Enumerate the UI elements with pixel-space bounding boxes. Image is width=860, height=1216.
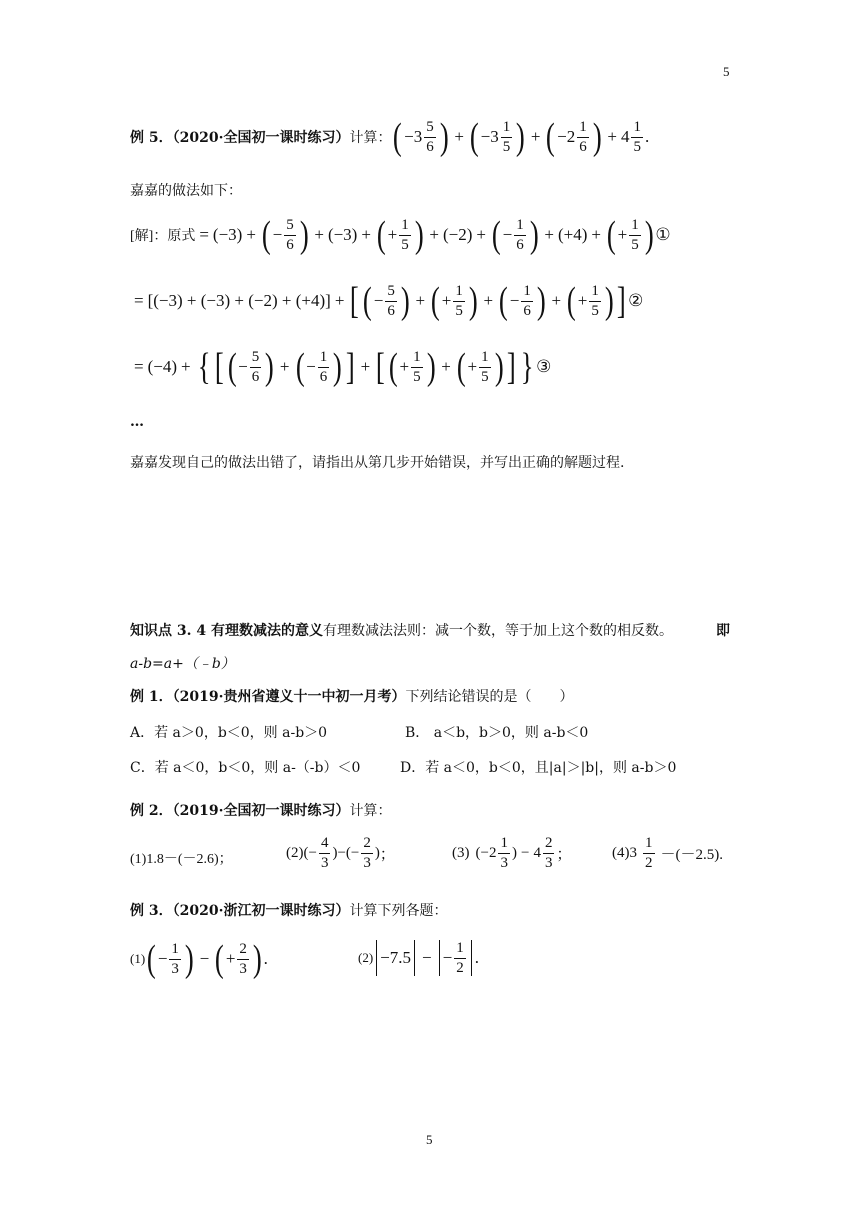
- step-mark-1: ①: [655, 225, 671, 244]
- jiajia-question: 嘉嘉发现自己的做法出错了，请指出从第几步开始错误，并写出正确的解题过程.: [130, 455, 625, 471]
- solution-line-1: [解]：原式 = (−3) + ( − $\frac{5}{6}$ ) + (−3) + ( + $\frac{1}{5}$ ) + (−2) + ( − $\frac{1}{6}$ ) + (+4) + ( + $\frac{1}{5}$ ) ①: [130, 216, 671, 254]
- example-5-label: 例 5．（2020·全国初一课时练习）: [130, 130, 350, 146]
- example-5-expression: ( −3 $\frac{5}{6}$ ) + ( −3 $\frac{1}{5}$ ) + ( −2 $\frac{1}{6}$ ) + 4 $\frac{1}{5}$ .: [391, 118, 649, 156]
- ex3-question-2: (2) −7.5 − − $\frac{1}{2}$ .: [358, 939, 479, 976]
- ex2-part-2: (2) (− $\frac{4}{3}$ ) −(− $\frac{2}{3}$ ) ；: [286, 835, 395, 871]
- ex3-question-1: (1) ( − $\frac{1}{3}$ ) − ( + $\frac{2}{3}$ ) .: [130, 940, 268, 978]
- page-number-top: 5: [723, 64, 730, 79]
- ellipsis: …: [130, 414, 144, 430]
- option-d: D．若 a＜0，b＜0，且|a|＞|b|，则 a-b＞0: [400, 760, 677, 776]
- example-3-label: 例 3．（2020·浙江初一课时练习）: [130, 903, 350, 919]
- term-1: ( −3 $\frac{5}{6}$ ): [391, 118, 450, 156]
- option-b: B． a＜b，b＞0，则 a-b＜0: [405, 725, 589, 741]
- jiajia-intro: 嘉嘉的做法如下：: [130, 183, 242, 199]
- example-3-header: [130, 900, 447, 920]
- example-1-header: [130, 686, 573, 706]
- example-5-prompt: 计算：: [349, 130, 392, 146]
- example-2-header: [130, 800, 391, 820]
- example-2-label: 例 2．（2019·全国初一课时练习）: [130, 803, 350, 819]
- step-mark-2: ②: [628, 291, 644, 310]
- example-1-label: 例 1．（2019·贵州省遵义十一中初一月考）: [130, 689, 406, 705]
- page-number-bottom: 5: [426, 1132, 433, 1147]
- knowledge-body: 有理数减法法则：减一个数，等于加上这个数的相反数。: [322, 623, 673, 639]
- knowledge-formula: a-b=a+（﹣b）: [130, 656, 235, 672]
- option-c: C．若 a＜0，b＜0，则 a-（-b）＜0: [130, 760, 361, 776]
- knowledge-title: 知识点 3. 4 有理数减法的意义: [130, 623, 323, 639]
- ex2-part-3: (3) ( −2 $\frac{1}{3}$ ) − 4 $\frac{2}{3}$ ；: [452, 835, 572, 871]
- example-3-prompt: 计算下列各题：: [349, 903, 448, 919]
- knowledge-ji: 即: [716, 623, 730, 639]
- term-3: ( −2 $\frac{1}{6}$ ): [544, 118, 603, 156]
- step-mark-3: ③: [536, 357, 552, 376]
- option-a: A．若 a＞0，b＜0，则 a-b＞0: [130, 725, 328, 741]
- example-5-header: [130, 118, 649, 156]
- knowledge-point: [130, 620, 730, 640]
- term-4: 4: [620, 127, 630, 146]
- ex2-part-4: (4)3 $\frac{1}{2}$ －(－2.5).: [612, 835, 723, 871]
- term-2: ( −3 $\frac{1}{5}$ ): [468, 118, 527, 156]
- solution-line-3: = (−4) + ( [ { − $\frac{5}{6}$ ) + ( − $\frac{1}{6}$ ) ] + ( [ + $\frac{1}{5}$ ) + ( + $\frac{1}{5}$ ) ] } ③: [130, 348, 551, 386]
- solution-line-2: = [(−3) + (−3) + (−2) + (+4)] + ( [ − $\frac{5}{6}$ ) + ( + $\frac{1}{5}$ ) + ( − $\frac{1}{6}$ ) + ( + $\frac{1}{5}$ ) ] ②: [130, 282, 643, 320]
- ex2-part-1: (1)1.8－(－2.6)；: [130, 852, 233, 867]
- example-1-prompt: 下列结论错误的是（ ）: [405, 689, 574, 705]
- example-2-prompt: 计算：: [349, 803, 392, 819]
